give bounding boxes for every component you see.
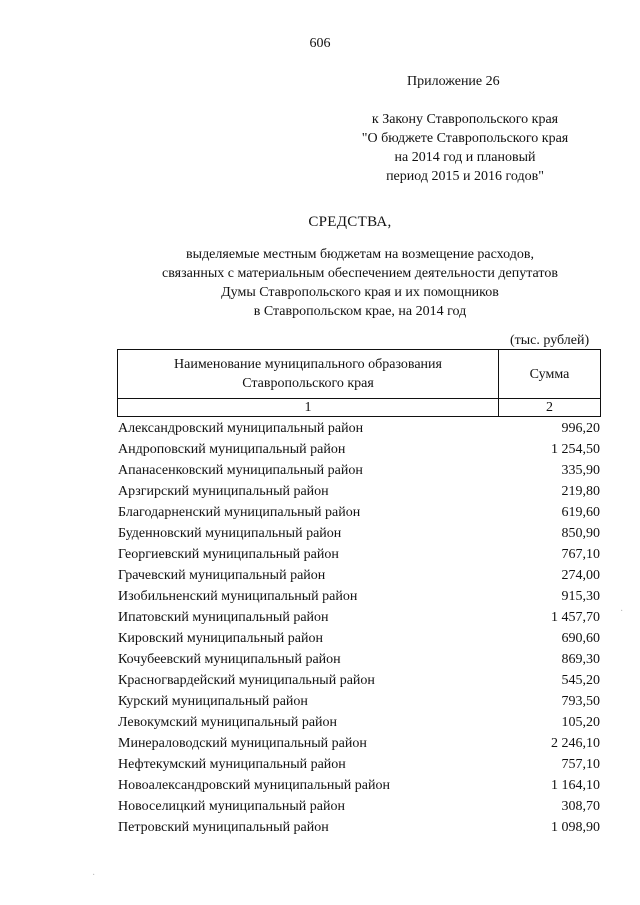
table-row (118, 544, 600, 565)
document-heading: СРЕДСТВА, (308, 214, 392, 230)
table-row (118, 523, 600, 544)
amount-value: 767,10 (561, 546, 600, 562)
column-header-name (118, 350, 499, 399)
table-row (118, 670, 600, 691)
table-row (118, 775, 600, 796)
municipality-name: Кочубеевский муниципальный район (118, 651, 341, 667)
amount-value: 308,70 (561, 798, 600, 814)
municipality-name: Георгиевский муниципальный район (118, 546, 339, 562)
table-row (118, 586, 600, 607)
table-row (118, 607, 600, 628)
law-line: к Закону Ставропольского края (371, 112, 559, 127)
table-row (118, 502, 600, 523)
amount-value: 335,90 (561, 462, 600, 478)
amount-value: 2 246,10 (551, 735, 600, 751)
table-row (118, 754, 600, 775)
table-row (118, 439, 600, 460)
document-subtitle (110, 245, 610, 321)
table-row (118, 628, 600, 649)
amount-value: 619,60 (561, 504, 600, 520)
table-row (118, 796, 600, 817)
table-row (118, 712, 600, 733)
municipality-name: Ипатовский муниципальный район (118, 609, 329, 625)
municipality-name: Нефтекумский муниципальный район (118, 756, 346, 772)
table-header (117, 349, 601, 417)
municipality-name: Изобильненский муниципальный район (118, 588, 358, 604)
column-header-line: Наименование муниципального образования (174, 357, 442, 372)
column-header-line: Ставропольского края (242, 376, 374, 391)
amount-value: 545,20 (561, 672, 600, 688)
subtitle-line: выделяемые местным бюджетам на возмещение расходов, (186, 247, 534, 262)
subtitle-line: в Ставропольском крае, на 2014 год (253, 304, 467, 319)
amount-value: 757,10 (561, 756, 600, 772)
column-header-sum: Сумма (499, 350, 601, 399)
municipality-name: Апанасенковский муниципальный район (118, 462, 363, 478)
amount-value: 996,20 (561, 420, 600, 436)
municipality-name: Благодарненский муниципальный район (118, 504, 361, 520)
amount-value: 1 098,90 (551, 819, 600, 835)
amount-value: 105,20 (561, 714, 600, 730)
amount-value: 219,80 (561, 483, 600, 499)
municipality-name: Грачевский муниципальный район (118, 567, 326, 583)
table-row (118, 649, 600, 670)
amount-value: 793,50 (561, 693, 600, 709)
municipality-name: Красногвардейский муниципальный район (118, 672, 375, 688)
amount-value: 274,00 (561, 567, 600, 583)
law-reference (330, 110, 600, 186)
table-row (118, 460, 600, 481)
table-row (118, 418, 600, 439)
amount-value: 1 164,10 (551, 777, 600, 793)
column-number-2: 2 (499, 399, 601, 417)
municipality-name: Курский муниципальный район (118, 693, 308, 709)
municipality-name: Новоалександровский муниципальный район (118, 777, 390, 793)
law-line: на 2014 год и плановый (394, 150, 536, 165)
column-number-1: 1 (118, 399, 499, 417)
subtitle-line: Думы Ставропольского края и их помощников (221, 285, 499, 300)
municipality-name: Новоселицкий муниципальный район (118, 798, 345, 814)
scan-speck: · (620, 606, 624, 617)
municipality-name: Буденновский муниципальный район (118, 525, 342, 541)
table-row (118, 733, 600, 754)
table-row (118, 481, 600, 502)
municipality-name: Андроповский муниципальный район (118, 441, 346, 457)
units-label: (тыс. рублей) (510, 333, 590, 348)
municipality-name: Минераловодский муниципальный район (118, 735, 367, 751)
amount-value: 690,60 (561, 630, 600, 646)
law-line: "О бюджете Ставропольского края (361, 131, 569, 146)
table-row (118, 565, 600, 586)
municipality-name: Левокумский муниципальный район (118, 714, 338, 730)
subtitle-line: связанных с материальным обеспечением деятельности депутатов (162, 266, 558, 281)
table-body (118, 418, 600, 838)
municipality-name: Арзгирский муниципальный район (118, 483, 329, 499)
amount-value: 850,90 (561, 525, 600, 541)
amount-value: 869,30 (561, 651, 600, 667)
amount-value: 1 457,70 (551, 609, 600, 625)
scan-speck: · (92, 870, 96, 881)
amount-value: 1 254,50 (551, 441, 600, 457)
municipality-name: Кировский муниципальный район (118, 630, 323, 646)
table-row (118, 817, 600, 838)
municipality-name: Петровский муниципальный район (118, 819, 329, 835)
amount-value: 915,30 (561, 588, 600, 604)
appendix-label: Приложение 26 (407, 74, 500, 89)
municipality-name: Александровский муниципальный район (118, 420, 364, 436)
table-row (118, 691, 600, 712)
law-line: период 2015 и 2016 годов" (386, 169, 544, 184)
page-number: 606 (309, 36, 331, 51)
